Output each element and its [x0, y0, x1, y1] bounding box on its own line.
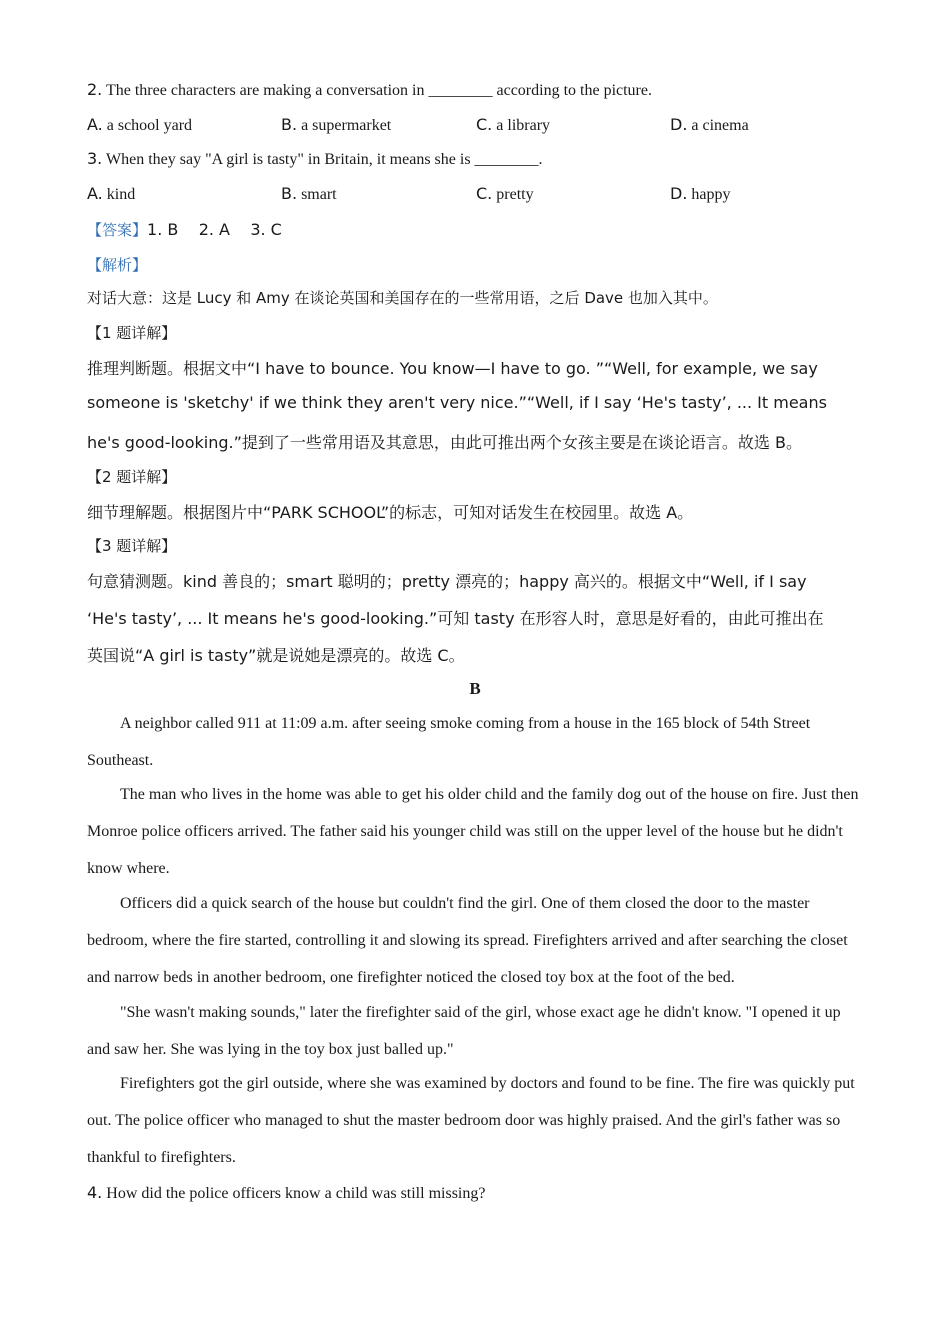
detail-2-title: 【2 题详解】 [87, 468, 177, 486]
analysis-label-line [87, 254, 147, 275]
question-4 [87, 1183, 485, 1203]
option-text: kind [106, 186, 136, 203]
q3-option-b [281, 184, 337, 204]
question-number: 3. [87, 149, 103, 168]
detail-1-title: 【1 题详解】 [87, 324, 177, 342]
option-letter: A. [87, 184, 103, 203]
detail-3-title: 【3 题详解】 [87, 537, 177, 555]
option-letter: C. [476, 115, 493, 134]
option-letter: B. [281, 184, 298, 203]
question-3 [87, 149, 543, 169]
detail-1-line: he's good-looking.”提到了一些常用语及其意思，由此可推出两个女孩主要是在谈论语言。故选 B。 [87, 433, 802, 452]
option-text: happy [691, 186, 731, 203]
answer-value: 1. B 2. A 3. C [147, 220, 282, 239]
q3-option-a [87, 184, 135, 204]
q2-option-a [87, 115, 192, 135]
option-letter: C. [476, 184, 493, 203]
detail-2-line: 细节理解题。根据图片中“PARK SCHOOL”的标志，可知对话发生在校园里。故选 A。 [87, 503, 694, 522]
q2-option-c [476, 115, 550, 135]
passage-title: B [469, 679, 481, 698]
answer-line [87, 219, 282, 240]
passage-paragraph: A neighbor called 911 at 11:09 a.m. after seeing smoke coming from a house in the 165 block of 54th Street Southeast. [87, 715, 811, 769]
q2-option-b [281, 115, 391, 135]
question-text: How did the police officers know a child was still missing? [106, 1185, 486, 1202]
passage-paragraph: The man who lives in the home was able to get his older child and the family dog out of the house on fire. Just then Monroe police officers arrived. The father said his younger child was still on the upper level of the house but he didn't know where. [87, 786, 859, 877]
answer-label: 【答案】 [87, 221, 148, 239]
option-text: a library [496, 117, 551, 134]
option-text: smart [301, 186, 337, 203]
question-number: 2. [87, 80, 103, 99]
q3-option-d [670, 184, 731, 204]
question-text: The three characters are making a conversation in ________ according to the picture. [105, 82, 652, 99]
detail-3-line: 英国说“A girl is tasty”就是说她是漂亮的。故选 C。 [87, 646, 465, 665]
option-text: a supermarket [301, 117, 392, 134]
option-text: a school yard [106, 117, 193, 134]
question-number: 4. [87, 1183, 103, 1202]
analysis-summary: 对话大意：这是 Lucy 和 Amy 在谈论英国和美国存在的一些常用语，之后 Dave 也加入其中。 [87, 289, 718, 307]
detail-1-line: someone is 'sketchy' if we think they aren't very nice.”“Well, if I say ‘He's tasty’, ... It means [87, 393, 827, 412]
option-letter: A. [87, 115, 103, 134]
detail-1-line: 推理判断题。根据文中“I have to bounce. You know—I have to go. ”“Well, for example, we say [87, 359, 818, 378]
detail-3-line: ‘He's tasty’, ... It means he's good-looking.”可知 tasty 在形容人时，意思是好看的，由此可推出在 [87, 609, 824, 628]
option-text: a cinema [691, 117, 749, 134]
passage-paragraph: "She wasn't making sounds," later the firefighter said of the girl, whose exact age he didn't know. "I opened it up and saw her. She was lying in the toy box just balled up." [87, 1004, 841, 1058]
detail-3-line: 句意猜测题。kind 善良的；smart 聪明的；pretty 漂亮的；happy 高兴的。根据文中“Well, if I say [87, 572, 807, 591]
option-text: pretty [496, 186, 534, 203]
passage-paragraph: Officers did a quick search of the house but couldn't find the girl. One of them closed the door to the master bedroom, where the fire started, controlling it and slowing its spread. Firefighters arrived and after searching the closet and narrow beds in another bedroom, one firefighter noticed the closed toy box at the foot of the bed. [87, 895, 848, 986]
option-letter: D. [670, 184, 688, 203]
option-letter: D. [670, 115, 688, 134]
question-text: When they say "A girl is tasty" in Britain, it means she is ________. [105, 151, 543, 168]
analysis-label: 【解析】 [87, 256, 148, 274]
passage-paragraph: Firefighters got the girl outside, where she was examined by doctors and found to be fine. The fire was quickly put out. The police officer who managed to shut the master bedroom door was highly praised. And the girl's father was so thankful to firefighters. [87, 1075, 855, 1166]
option-letter: B. [281, 115, 298, 134]
question-2 [87, 80, 652, 100]
q2-option-d [670, 115, 749, 135]
q3-option-c [476, 184, 534, 204]
